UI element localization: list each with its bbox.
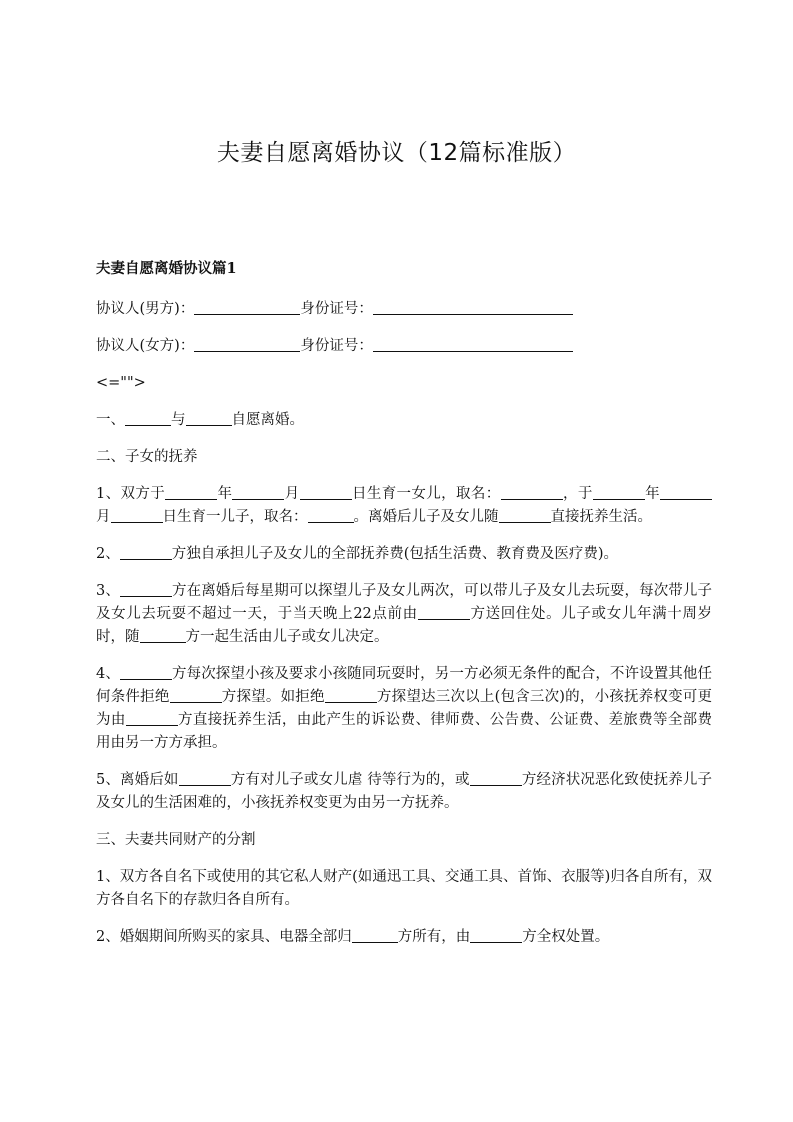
- blank: [140, 626, 186, 643]
- paragraph-1: [96, 483, 712, 529]
- text: 。离婚后儿子及女儿随: [353, 509, 499, 525]
- markup-artifact: <="">: [96, 375, 146, 391]
- blank: [499, 506, 551, 523]
- text: 年: [644, 486, 661, 502]
- text: 年: [217, 486, 233, 502]
- blank: [125, 409, 171, 426]
- blank: [593, 483, 645, 500]
- blank: [470, 769, 522, 786]
- text: 4、: [96, 666, 120, 682]
- text: 1、双方于: [96, 486, 166, 502]
- text: 日生育一女儿，取名：: [351, 486, 501, 502]
- blank: [300, 483, 352, 500]
- text: 2、: [96, 546, 120, 562]
- text: 方所有，由: [397, 929, 471, 945]
- blank: [170, 686, 222, 703]
- blank: [308, 506, 354, 523]
- blank: [165, 483, 217, 500]
- text: 方每次探望小孩及要求小孩随同玩耍时，另一方必须无条件的配合，不许设置其他任何条件拒绝: [96, 666, 712, 705]
- blank: [120, 543, 172, 560]
- paragraph-5: [96, 769, 712, 815]
- male-id-blank: [373, 298, 573, 315]
- text: 月: [96, 509, 111, 525]
- text: 方独自承担儿子及女儿的全部抚养费(包括生活费、教育费及医疗费)。: [171, 546, 619, 562]
- text: ，于: [562, 486, 593, 502]
- property-paragraph-2: [96, 926, 712, 949]
- blank: [120, 580, 172, 597]
- heading-3: 三、夫妻共同财产的分割: [96, 832, 256, 848]
- party-female-label: 协议人(女方)：: [96, 338, 195, 354]
- blank: [179, 769, 231, 786]
- clause-1: [96, 409, 712, 432]
- party-male-line: [96, 298, 712, 321]
- party-male-label: 协议人(男方)：: [96, 301, 195, 317]
- male-name-blank: [194, 298, 300, 315]
- text: 方在离婚后每星期可以探望儿子及女儿两次，可以带儿子及女儿去玩耍，每次带儿子及女儿去玩耍不超过一天，于当天晚上22点前由: [96, 583, 712, 622]
- clause-1-suffix: 自愿离婚。: [231, 412, 304, 428]
- party-female-line: [96, 335, 712, 358]
- heading-2: 二、子女的抚养: [96, 449, 198, 465]
- section-title: 夫妻自愿离婚协议篇1: [96, 260, 237, 277]
- text: 方直接抚养生活，由此产生的诉讼费、律师费、公告费、公证费、差旅费等全部费用由另一方方承担。: [96, 712, 712, 751]
- blank: [120, 663, 172, 680]
- female-id-label: 身份证号：: [300, 338, 373, 354]
- paragraph-3: [96, 580, 712, 649]
- document-body: [96, 257, 712, 963]
- text: 方送回住处。儿子或女儿年满十周岁时，随: [96, 606, 713, 645]
- blank: [111, 506, 163, 523]
- text: 直接抚养生活。: [550, 509, 652, 525]
- blank: [126, 709, 178, 726]
- blank: [470, 926, 522, 943]
- text: 5、离婚后如: [96, 772, 179, 788]
- text: 日生育一儿子，取名：: [162, 509, 308, 525]
- clause-1-mid: 与: [171, 412, 186, 428]
- blank: [418, 603, 470, 620]
- blank: [501, 483, 563, 500]
- male-id-label: 身份证号：: [300, 301, 373, 317]
- text: 方有对儿子或女儿虐 待等行为的，或: [230, 772, 470, 788]
- blank: [325, 686, 377, 703]
- text: 方全权处置。: [522, 929, 610, 945]
- female-name-blank: [194, 335, 300, 352]
- female-id-blank: [373, 335, 573, 352]
- text: 方探望。如拒绝: [221, 689, 325, 705]
- text: 3、: [96, 583, 120, 599]
- blank: [232, 483, 284, 500]
- clause-1-prefix: 一、: [96, 412, 125, 428]
- text: 方经济状况恶化致使抚养儿子及女儿的生活困难的，小孩抚养权变更为由另一方抚养。: [96, 772, 712, 811]
- property-paragraph-1: 1、双方各自名下或使用的其它私人财产(如通迅工具、交通工具、首饰、衣服等)归各自所有，双方各自名下的存款归各自所有。: [96, 869, 712, 908]
- blank: [186, 409, 232, 426]
- document-title: 夫妻自愿离婚协议（12篇标准版）: [216, 140, 577, 166]
- text: 月: [284, 486, 300, 502]
- text: 方一起生活由儿子或女儿决定。: [185, 629, 389, 645]
- blank: [352, 926, 398, 943]
- paragraph-2: [96, 543, 712, 566]
- text: 2、婚姻期间所购买的家具、电器全部归: [96, 929, 352, 945]
- paragraph-4: [96, 663, 712, 755]
- blank: [660, 483, 712, 500]
- text: 方探望达三次以上(包含三次)的，小孩抚养权变可更为由: [96, 689, 713, 728]
